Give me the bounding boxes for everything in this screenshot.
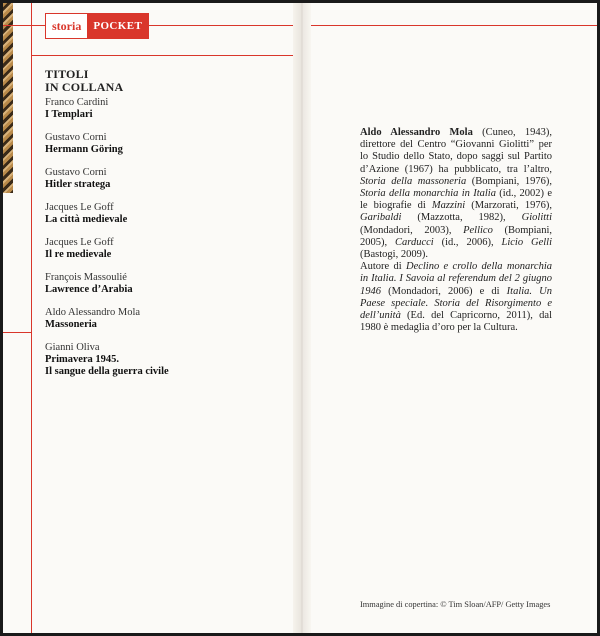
title-book: Lawrence d’Arabia	[45, 284, 133, 295]
series-title-line-2: IN COLLANA	[45, 80, 124, 94]
title-book: I Templari	[45, 109, 93, 120]
title-author: Gustavo Corni	[45, 132, 107, 143]
title-entry	[45, 202, 285, 226]
title-author: Jacques Le Goff	[45, 202, 114, 213]
bio-work-title: Carducci	[395, 236, 434, 248]
bio-text: Autore di	[360, 261, 406, 273]
series-logo	[45, 13, 149, 39]
title-entry	[45, 272, 285, 296]
title-book: Primavera 1945.	[45, 354, 120, 365]
bio-work-title: Storia della monarchia in Italia	[360, 188, 496, 200]
margin-rule	[31, 3, 32, 633]
title-author: Jacques Le Goff	[45, 237, 114, 248]
book-spread	[3, 3, 597, 633]
title-book: La città medievale	[45, 214, 128, 225]
bio-work-title: Garibaldi	[360, 212, 402, 224]
cover-image-edge	[3, 3, 13, 193]
bio-paragraph-2	[360, 261, 552, 334]
bio-work-title: Declino e crollo della monarchia in Italia. I Savoia al referendum del 2 giugno 1946	[360, 261, 552, 297]
bio-text: (Bastogi, 2009).	[360, 249, 428, 261]
bio-work-title: Giolitti	[521, 212, 552, 224]
title-author: Franco Cardini	[45, 97, 109, 108]
logo-pocket: POCKET	[87, 14, 148, 38]
bio-work-title: Storia della massoneria	[360, 175, 467, 187]
title-book: Il sangue della guerra civile	[45, 366, 169, 377]
top-rule-right	[309, 25, 597, 26]
bio-paragraph-1	[360, 127, 552, 261]
title-book: Hitler stratega	[45, 179, 111, 190]
title-book: Il re medievale	[45, 249, 112, 260]
bio-text: (Marzorati, 1976),	[465, 200, 552, 212]
title-entry	[45, 342, 285, 378]
bio-work-title: Licio Gelli	[501, 236, 552, 248]
bio-work-title: Mazzini	[431, 200, 466, 212]
title-book: Massoneria	[45, 319, 97, 330]
series-title-line-1: TITOLI	[45, 67, 89, 81]
bio-text: (id., 2006),	[433, 236, 502, 248]
bio-author-name: Aldo Alessandro Mola	[360, 127, 473, 138]
bio-text: (Mazzotta, 1982),	[401, 212, 522, 224]
title-entry	[45, 167, 285, 191]
title-author: François Massoulié	[45, 272, 127, 283]
title-book: Hermann Göring	[45, 144, 123, 155]
title-entry	[45, 97, 285, 121]
author-bio	[360, 127, 552, 334]
bio-text: (Ed. del Capricorno, 2011), dal 1980 è medaglia d’oro per la Cultura.	[360, 310, 552, 334]
bio-text: (id., 2002) e le biografie di	[360, 188, 552, 212]
bio-work-title: Pellico	[463, 224, 493, 236]
logo-storia: storia	[46, 14, 87, 38]
bio-text: (Bompiani, 1976),	[466, 175, 552, 187]
title-author: Gianni Oliva	[45, 342, 100, 353]
bio-text: (Cuneo, 1943), direttore del Centro “Giovanni Giolitti” per lo Studio dello Stato, dopo saggi sul Partito d’Azione (1967) ha pubblicato, tra l’altro,	[360, 127, 552, 175]
title-entry	[45, 132, 285, 156]
bio-work-title: Italia. Un Paese speciale. Storia del Risorgimento e dell’unità	[360, 285, 552, 322]
cover-credit: Immagine di copertina: © Tim Sloan/AFP/ Getty Images	[360, 600, 551, 609]
bio-text: (Mondadori, 2003),	[360, 224, 464, 236]
bio-text: (Bompiani, 2005),	[360, 224, 552, 248]
header-rule	[31, 55, 295, 56]
series-title	[45, 68, 123, 94]
title-entry	[45, 237, 285, 261]
title-entry	[45, 307, 285, 331]
page-gutter	[293, 3, 311, 633]
title-author: Gustavo Corni	[45, 167, 107, 178]
titles-list	[45, 97, 285, 389]
bio-text: (Mondadori, 2006) e di	[381, 285, 507, 297]
title-author: Aldo Alessandro Mola	[45, 307, 141, 318]
side-rule	[3, 332, 31, 333]
